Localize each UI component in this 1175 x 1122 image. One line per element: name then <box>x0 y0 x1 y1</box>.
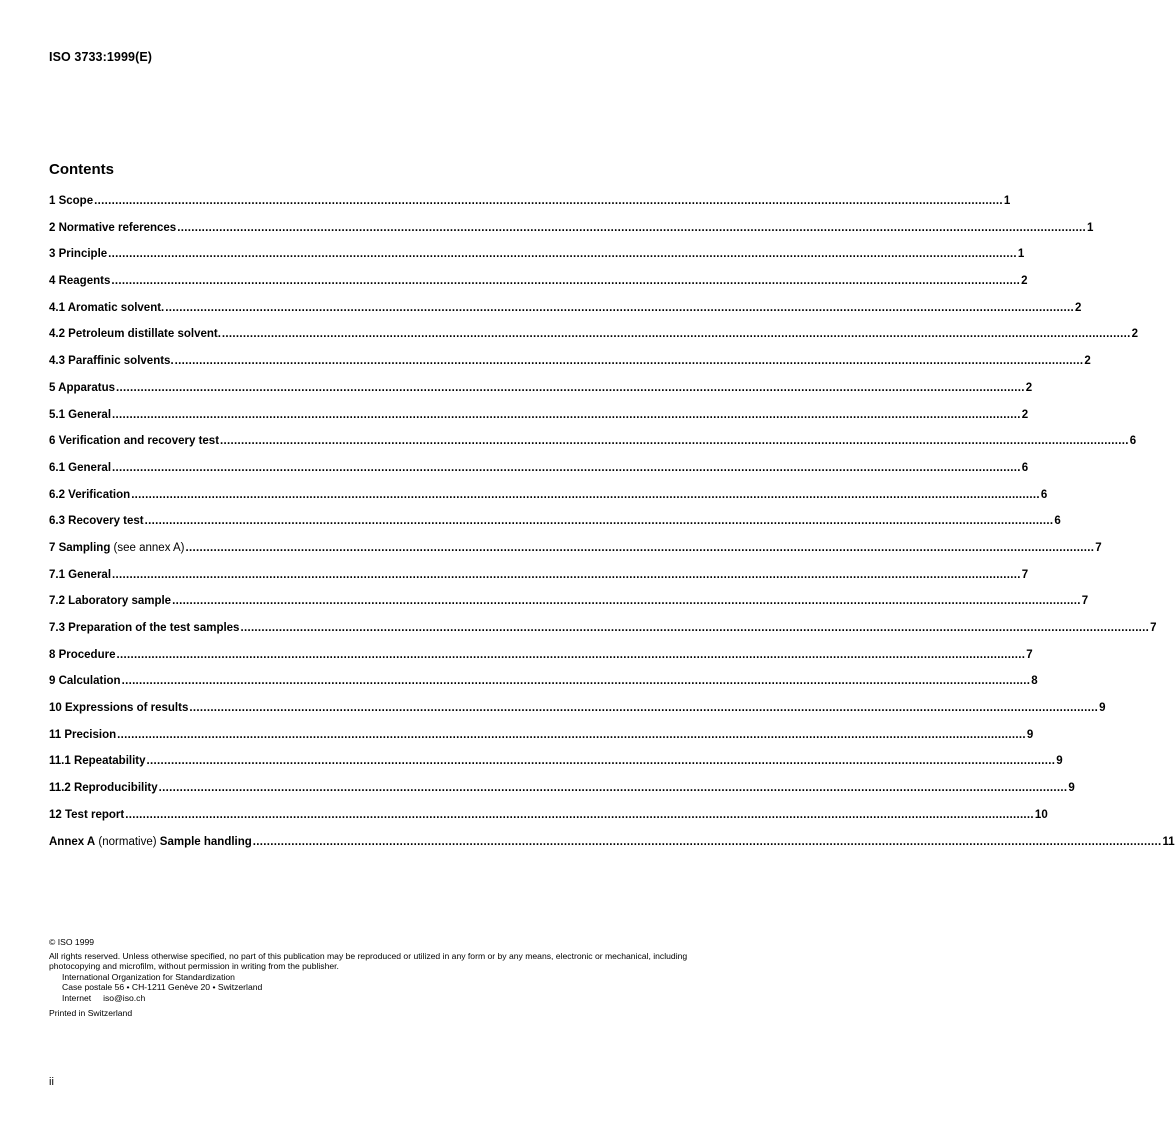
toc-entry-note: (see annex A) <box>110 541 185 554</box>
toc-entry[interactable] <box>49 408 1029 436</box>
toc-entry-title: 5.1 General <box>49 408 112 421</box>
toc-entry-label <box>49 542 185 554</box>
toc-page-number: 6 <box>1054 515 1061 528</box>
toc-page-number: 7 <box>1081 595 1089 608</box>
toc-entry-label <box>49 755 146 767</box>
toc-dot-leader: .................................................................................................................................................................................................................................................................... <box>240 622 1150 634</box>
toc-entry[interactable] <box>49 622 1157 649</box>
toc-page-number: 8 <box>1031 675 1038 688</box>
toc-entry-title: 11 Precision <box>49 728 117 741</box>
toc-page-number: 11 <box>1162 835 1175 848</box>
toc-entry[interactable] <box>49 328 1139 355</box>
toc-page-number: 6 <box>1021 461 1029 474</box>
toc-entry-title: 4.3 Paraffinic solvents. <box>49 355 174 368</box>
toc-dot-leader: .................................................................................................................................................................................................................................................................... <box>189 702 1099 715</box>
toc-page-number: 2 <box>1021 275 1028 288</box>
toc-entry[interactable] <box>49 355 1091 382</box>
toc-page-number: 7 <box>1021 568 1029 581</box>
toc-dot-leader: .................................................................................................................................................................................................................................................................... <box>111 275 1021 288</box>
toc-entry-title: 11.2 Reproducibility <box>49 782 158 795</box>
toc-entry-title: 4.1 Aromatic solvent. <box>49 301 165 314</box>
toc-entry-title: 7.1 General <box>49 568 112 581</box>
toc-dot-leader: .................................................................................................................................................................................................................................................................... <box>131 488 1040 501</box>
toc-entry-title: 1 Scope <box>49 195 94 207</box>
toc-entry-title: 4 Reagents <box>49 275 111 288</box>
toc-entry-label <box>49 382 115 394</box>
toc-entry[interactable] <box>49 515 1061 542</box>
toc-entry-title: 7.3 Preparation of the test samples <box>49 622 240 634</box>
toc-entry[interactable] <box>49 488 1048 516</box>
toc-dot-leader: .................................................................................................................................................................................................................................................................... <box>116 648 1026 661</box>
toc-entry-title: 11.1 Repeatability <box>49 755 146 768</box>
toc-entry-note: (normative) <box>95 835 160 848</box>
toc-entry-label <box>49 729 116 741</box>
toc-dot-leader: .................................................................................................................................................................................................................................................................... <box>146 755 1056 768</box>
toc-entry-label <box>49 702 188 714</box>
toc-entry[interactable] <box>49 675 1038 702</box>
toc-entry[interactable] <box>49 568 1029 596</box>
toc-entry-label <box>49 569 111 581</box>
toc-entry-title: 5 Apparatus <box>49 381 116 394</box>
toc-dot-leader: .................................................................................................................................................................................................................................................................... <box>116 381 1025 394</box>
toc-entry[interactable] <box>49 728 1034 756</box>
toc-entry-label <box>49 409 111 421</box>
toc-entry-label <box>49 275 110 287</box>
toc-dot-leader: .................................................................................................................................................................................................................................................................... <box>112 568 1021 581</box>
toc-entry-label <box>49 595 171 607</box>
toc-entry[interactable] <box>49 595 1089 622</box>
toc-page-number: 1 <box>1086 221 1094 234</box>
toc-entry-title: 6 Verification and recovery test <box>49 435 220 448</box>
toc-page-number: 10 <box>1034 808 1048 821</box>
toc-page-number: 7 <box>1026 648 1033 661</box>
toc-dot-leader: .................................................................................................................................................................................................................................................................... <box>112 461 1021 474</box>
toc-page-number: 2 <box>1074 301 1082 314</box>
toc-dot-leader: .................................................................................................................................................................................................................................................................... <box>158 782 1068 795</box>
toc-entry-title: 9 Calculation <box>49 675 121 688</box>
toc-entry-label <box>49 195 93 207</box>
publisher-internet: Internet iso@iso.ch <box>62 992 146 1003</box>
toc-entry-label <box>49 809 124 821</box>
toc-entry-title: 7 Sampling <box>49 541 111 554</box>
toc-entry-label <box>49 622 239 634</box>
toc-page-number: 9 <box>1068 782 1075 795</box>
toc-entry[interactable] <box>49 755 1063 782</box>
toc-entry[interactable] <box>49 221 1094 249</box>
toc-entry-title: 6.3 Recovery test <box>49 515 144 528</box>
toc-dot-leader: .................................................................................................................................................................................................................................................................... <box>220 435 1129 448</box>
toc-page-number: 2 <box>1021 408 1029 421</box>
toc-entry-label <box>49 222 176 234</box>
toc-page-number: 6 <box>1040 488 1048 501</box>
toc-entry-title: 2 Normative references <box>49 221 177 234</box>
toc-entry[interactable] <box>49 248 1025 275</box>
document-id: ISO 3733:1999(E) <box>49 50 153 64</box>
toc-page-number: 1 <box>1017 248 1025 261</box>
copyright-block <box>49 937 739 1018</box>
toc-entry[interactable] <box>49 808 1048 836</box>
toc-entry-label <box>49 302 164 314</box>
toc-page-number: 2 <box>1084 355 1091 368</box>
toc-dot-leader: .................................................................................................................................................................................................................................................................... <box>144 515 1054 528</box>
toc-entry[interactable] <box>49 461 1029 489</box>
toc-page-number: 2 <box>1131 328 1139 341</box>
toc-dot-leader: .................................................................................................................................................................................................................................................................... <box>121 675 1031 688</box>
toc-entry-label <box>49 489 130 501</box>
publisher-name: International Organization for Standardization <box>62 971 235 982</box>
page-number: ii <box>49 1076 54 1088</box>
toc-page-number: 7 <box>1150 622 1157 634</box>
toc-entry[interactable] <box>49 782 1075 809</box>
toc-dot-leader: .................................................................................................................................................................................................................................................................... <box>252 835 1162 848</box>
toc-page-number: 9 <box>1056 755 1063 768</box>
toc-page-number: 6 <box>1129 435 1137 448</box>
toc-dot-leader: .................................................................................................................................................................................................................................................................... <box>172 595 1081 608</box>
toc-dot-leader: .................................................................................................................................................................................................................................................................... <box>112 408 1021 421</box>
toc-dot-leader: .................................................................................................................................................................................................................................................................... <box>174 355 1084 368</box>
toc-entry[interactable] <box>49 381 1033 409</box>
toc-entry-title: 6.1 General <box>49 461 112 474</box>
toc-entry-title: 8 Procedure <box>49 648 116 661</box>
toc-page-number: 7 <box>1095 541 1102 554</box>
toc-entry-label <box>49 649 115 661</box>
toc-entry[interactable] <box>49 702 1106 729</box>
toc-entry-label <box>49 355 174 367</box>
toc-entry-title: 4.2 Petroleum distillate solvent. <box>49 328 221 341</box>
toc-entry-title: 7.2 Laboratory sample <box>49 595 172 608</box>
toc-entry-title: 10 Expressions of results <box>49 702 189 715</box>
toc-entry-title: 12 Test report <box>49 808 125 821</box>
toc-entry-label <box>49 515 144 527</box>
table-of-contents <box>49 195 1175 862</box>
toc-dot-leader: .................................................................................................................................................................................................................................................................... <box>177 221 1086 234</box>
toc-entry[interactable] <box>49 195 1011 222</box>
toc-entry-label <box>49 328 221 340</box>
contents-title: Contents <box>49 161 114 178</box>
toc-dot-leader: .................................................................................................................................................................................................................................................................... <box>185 541 1095 554</box>
copyright-notice: All rights reserved. Unless otherwise specified, no part of this publication may be reproduced or utilized in any form or by any means, electronic or mechanical, including photocopying and microfilm, without permission in writing from the publisher. <box>49 950 688 972</box>
toc-entry-label <box>49 248 107 260</box>
toc-entry-label <box>49 675 121 687</box>
toc-entry-label <box>49 836 252 848</box>
toc-entry[interactable] <box>49 648 1033 676</box>
toc-entry[interactable] <box>49 541 1102 569</box>
toc-entry-title: 6.2 Verification <box>49 488 131 501</box>
toc-entry-label <box>49 782 158 794</box>
toc-entry[interactable] <box>49 301 1082 329</box>
toc-page-number: 9 <box>1026 728 1034 741</box>
toc-entry[interactable] <box>49 275 1028 302</box>
toc-entry[interactable] <box>49 435 1137 462</box>
toc-entry-title: 3 Principle <box>49 248 108 261</box>
toc-page-number: 2 <box>1025 381 1033 394</box>
copyright-line: © ISO 1999 <box>49 937 95 947</box>
toc-dot-leader: .................................................................................................................................................................................................................................................................... <box>108 248 1017 261</box>
toc-dot-leader: .................................................................................................................................................................................................................................................................... <box>125 808 1034 821</box>
toc-dot-leader: .................................................................................................................................................................................................................................................................... <box>94 195 1003 207</box>
toc-entry[interactable] <box>49 835 1175 863</box>
toc-entry-title: Annex A <box>49 835 96 848</box>
toc-entry-label <box>49 435 219 447</box>
toc-page-number: 1 <box>1003 195 1011 207</box>
toc-entry-title-continued: Sample handling <box>159 835 252 848</box>
printed-in: Printed in Switzerland <box>49 1007 133 1018</box>
publisher-address: Case postale 56 • CH-1211 Genève 20 • Switzerland <box>62 982 263 993</box>
toc-dot-leader: .................................................................................................................................................................................................................................................................... <box>117 728 1026 741</box>
toc-dot-leader: .................................................................................................................................................................................................................................................................... <box>221 328 1131 341</box>
toc-dot-leader: .................................................................................................................................................................................................................................................................... <box>165 301 1074 314</box>
toc-entry-label <box>49 462 111 474</box>
toc-page-number: 9 <box>1099 702 1106 715</box>
